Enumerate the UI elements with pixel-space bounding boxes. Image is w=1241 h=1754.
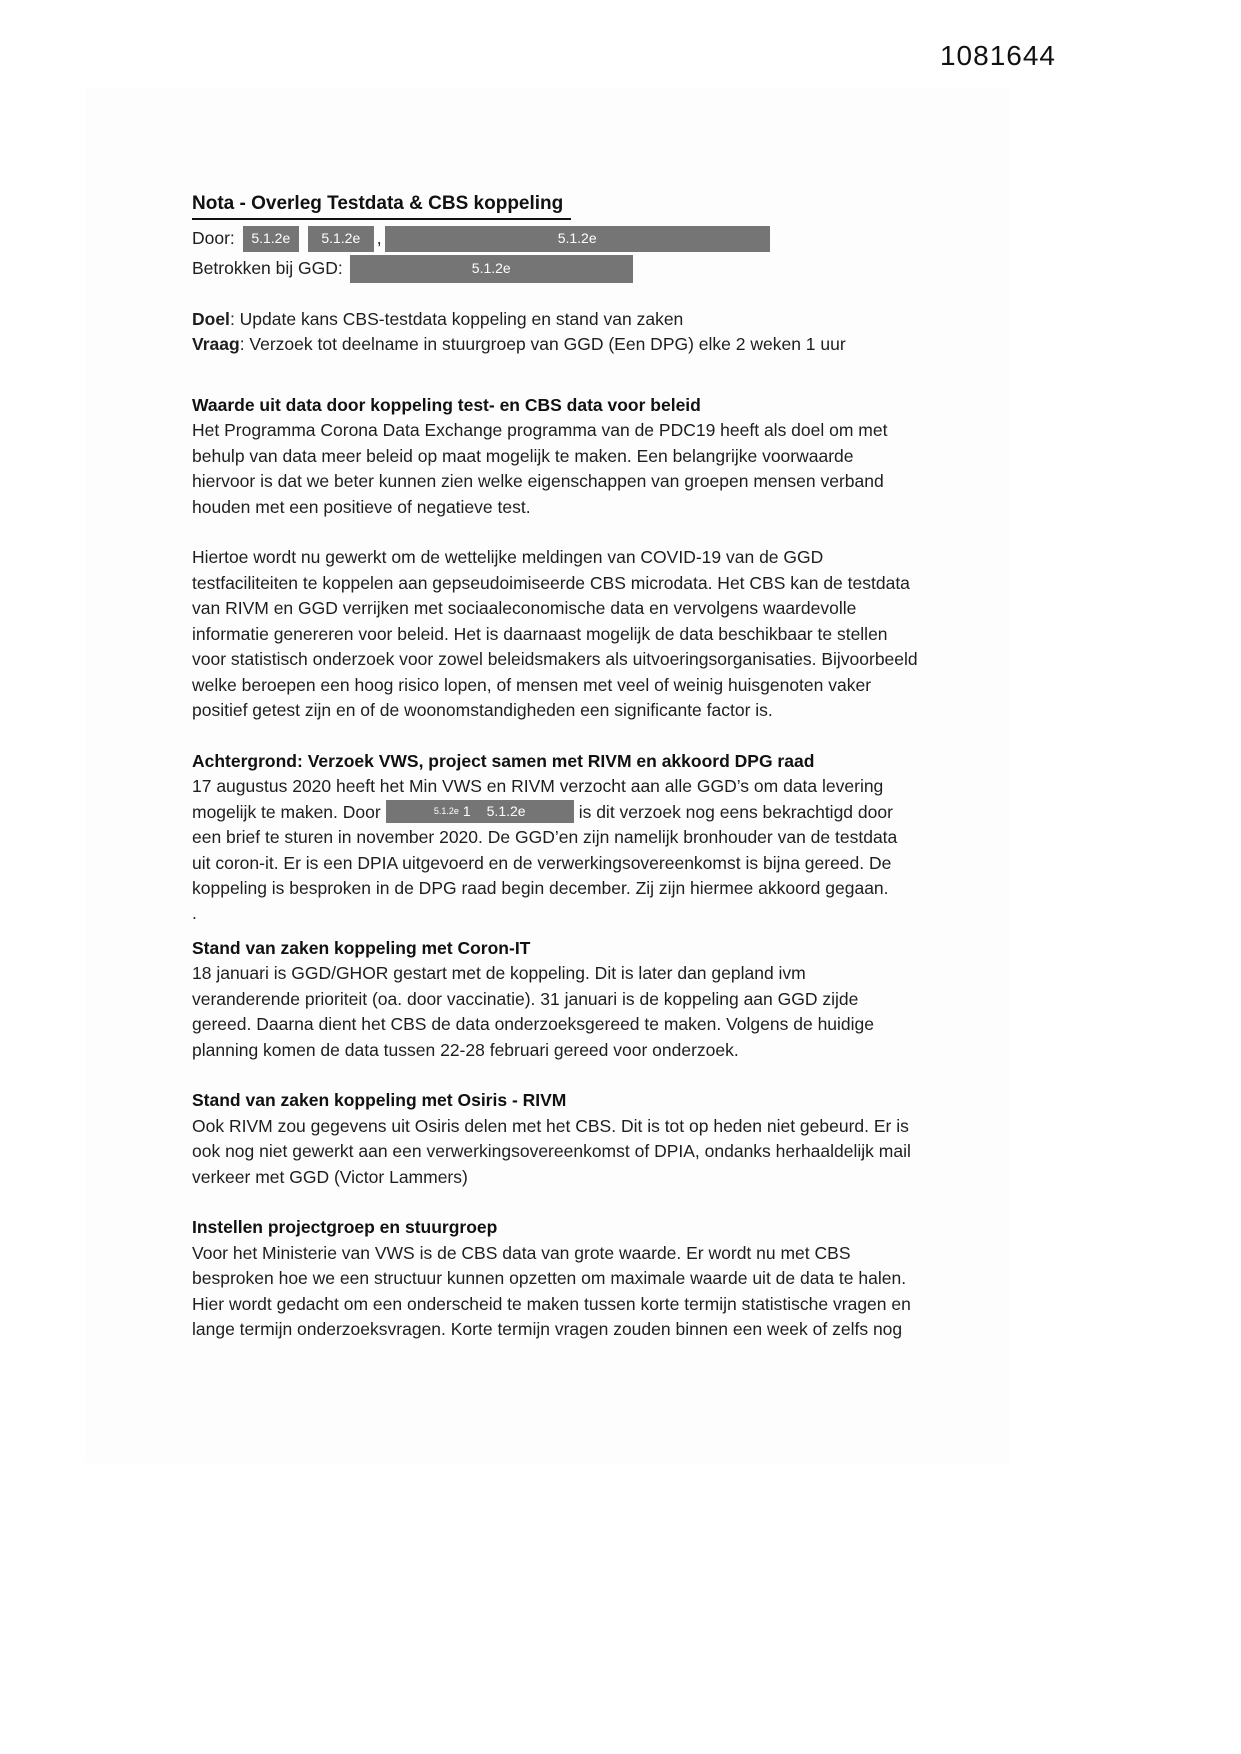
document-number: 1081644 (939, 40, 1056, 71)
section-heading: Stand van zaken koppeling met Coron-IT (192, 937, 531, 958)
redaction-bar: 5.1.2e (243, 226, 299, 252)
door-label: Door: (192, 227, 235, 248)
section-heading: Instellen projectgroep en stuurgroep (192, 1217, 498, 1237)
betrokken-label: Betrokken bij GGD: (192, 257, 343, 278)
redaction-bar: 5.1.2e (350, 255, 633, 283)
section-heading: Achtergrond: Verzoek VWS, project samen met RIVM en akkoord DPG raad (192, 750, 815, 771)
paragraph-text: is dit verzoek nog eens bekrachtigd door een brief te sturen in november 2020. De GGD’en zijn namelijk bronhouder van de testdata uit coron-it. Er is een DPIA uitgevoerd en de verwerkingsovereenkomst is bijna gereed. De koppeling is besproken in de DPG raad begin december. Zij zijn hiermee akkoord gegaan. (192, 801, 898, 898)
paragraph-with-redaction (192, 774, 918, 902)
section-heading: Stand van zaken koppeling met Osiris - RIVM (192, 1090, 567, 1110)
paragraph: Voor het Ministerie van VWS is de CBS data van grote waarde. Er wordt nu met CBS besproken hoe we een structuur kunnen opzetten om maximale waarde uit de data te halen. Hier wordt gedacht om een onderscheid te maken tussen korte termijn statistische vragen en lange termijn onderzoeksvragen. Korte termijn vragen zouden binnen een week of zelfs nog (192, 1242, 911, 1339)
redaction-bar: 5.1.2e (385, 226, 770, 252)
paragraph: Het Programma Corona Data Exchange programma van de PDC19 heeft als doel om met behulp van data meer beleid op maat mogelijk te maken. Een belangrijke voorwaarde hiervoor is dat we beter kunnen zien welke eigenschappen van groepen mensen verband houden met een positieve of negatieve test. (192, 420, 888, 517)
paragraph: Ook RIVM zou gegevens uit Osiris delen met het CBS. Dit is tot op heden niet gebeurd. Er is ook nog niet gewerkt aan een verwerkingsovereenkomst of DPIA, ondanks herhaaldelijk mail verkeer met GGD (Victor Lammers) (192, 1115, 911, 1187)
door-row (192, 226, 918, 252)
paragraph: 18 januari is GGD/GHOR gestart met de koppeling. Dit is later dan gepland ivm veranderende prioriteit (oa. door vaccinatie). 31 januari is de koppeling aan GGD zijde gereed. Daarna dient het CBS de data onderzoeksgereed te maken. Volgens de huidige planning komen de data tussen 22-28 februari gereed voor onderzoek. (192, 963, 875, 1060)
betrokken-row (192, 255, 918, 283)
doel-vraag-block (192, 307, 918, 358)
redaction-bar: 5.1.2e (308, 226, 374, 252)
redaction-number: 1 (462, 803, 471, 820)
section-heading: Waarde uit data door koppeling test- en CBS data voor beleid (192, 394, 701, 415)
door-separator: , (376, 228, 382, 248)
vraag-text: : Verzoek tot deelname in stuurgroep van GGD (Een DPG) elke 2 weken 1 uur (239, 334, 846, 354)
vraag-label: Vraag (192, 334, 240, 354)
stray-dot: . (192, 902, 197, 923)
doel-text: : Update kans CBS-testdata koppeling en stand van zaken (229, 308, 684, 329)
redaction-label-small: 5.1.2e (433, 806, 459, 817)
paragraph: Hiertoe wordt nu gewerkt om de wettelijke meldingen van COVID-19 van de GGD testfaciliteiten te koppelen aan gepseudoimiseerde CBS microdata. Het CBS kan de testdata van RIVM en GGD verrijken met sociaaleconomische data en vervolgens waardevolle informatie genereren voor beleid. Het is daarnaast mogelijk de data beschikbaar te stellen voor statistisch onderzoek voor zowel beleidsmakers als uitvoeringsorganisaties. Bijvoorbeeld welke beroepen een hoog risico lopen, of mensen met veel of weinig huisgenoten vaker positief getest zijn en of de woonomstandigheden een significante factor is. (192, 547, 918, 720)
vraag-line (192, 332, 918, 358)
doel-line (192, 307, 918, 333)
redaction-bar (386, 800, 574, 823)
doel-label: Doel (192, 308, 230, 329)
paragraph-text: 17 augustus 2020 heeft het Min VWS en RIVM verzocht aan alle GGD’s om data levering mogelijk te maken. Door (192, 776, 884, 822)
document-body (192, 191, 918, 1343)
document-title: Nota - Overleg Testdata & CBS koppeling (192, 191, 571, 220)
redaction-label: 5.1.2e (486, 803, 526, 820)
